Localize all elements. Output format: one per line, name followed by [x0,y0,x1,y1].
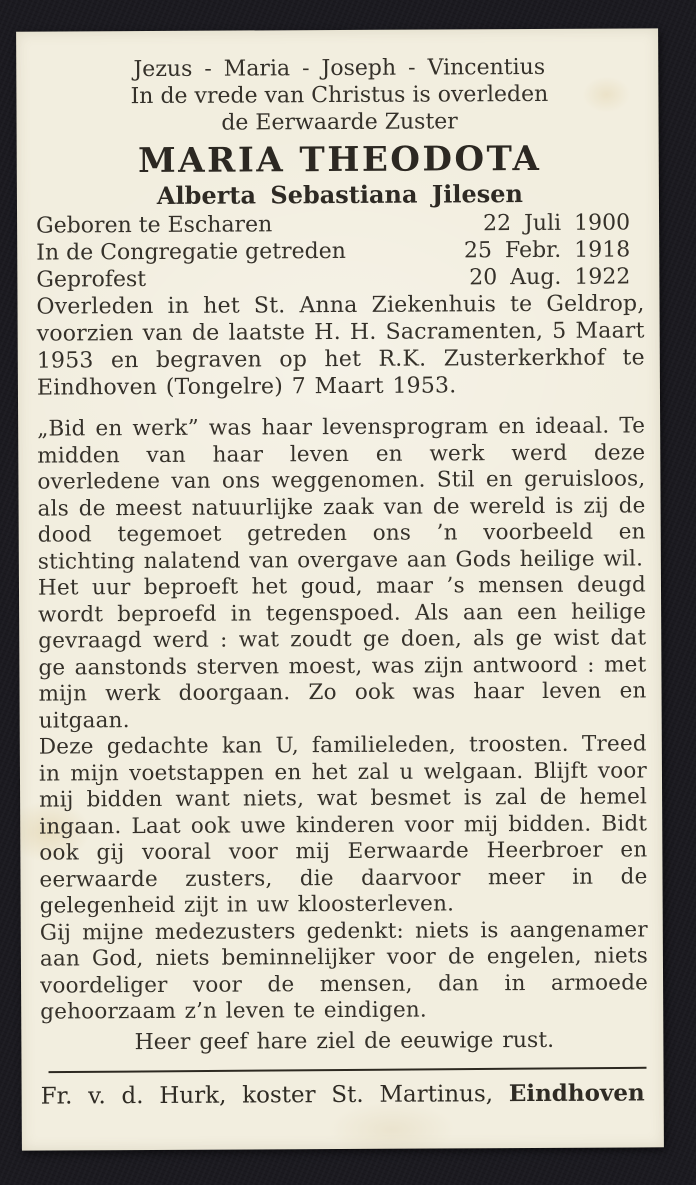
memorial-paragraph-4: Gij mijne medezusters gedenkt: niets is aangenamer aan God, niets beminnelijker voor de engelen, niets voordeliger voor de mensen, dan in armoede gehoorzaam z’n leven te eindigen. [39,916,649,1025]
life-event-row-entered [36,236,644,266]
death-notice: Overleden in het St. Anna Ziekenhuis te Geldrop, voorzien van de laatste H. H. Sacramenten, 5 Maart 1953 en begraven op het R.K. Zusterkerkhof te Eindhoven (Tongelre) 7 Maart 1953. [36,291,645,401]
invocation-line: Jezus - Maria - Joseph - Vincentius [133,54,546,83]
printer-credit [41,1078,649,1111]
birth-name: Alberta Sebastiana Jilesen [156,179,524,210]
memorial-text [37,413,648,1026]
memorial-paragraph-2: Het uur beproeft het goud, maar ’s mensen deugd wordt beproefd in tegenspoed. Als aan een heilige gevraagd werd : wat zoudt ge doen, als ge wist dat ge aanstonds sterven moest, was zijn antwoord : met mijn werk doorgaan. Zo ook was haar leven en uitgaan. [37,572,647,734]
life-event-row-born [36,209,644,239]
event-date: 22 Juli 1900 [482,210,631,237]
printer-credit-city: Eindhoven [508,1078,645,1107]
event-date: 20 Aug. 1922 [469,264,631,291]
memorial-paragraph-3: Deze gedachte kan U, familieleden, troosten. Treed in mijn voetstappen en het zal u welgaan. Blijft voor mij bidden want niets, wat besmet is zal de hemel ingaan. Laat ook uwe kinderen voor mij bidden. Bidt ook gij vooral voor mij Eerwaarde Heerbroer en eerwaarde zusters, die daarvoor meer in de gelegenheid zijt in uw kloosterleven. [38,731,648,919]
event-label: Geprofest [36,267,147,293]
memorial-paragraph-1: „Bid en werk” was haar levensprogram en ideaal. Te midden van haar leven en werk werd deze overledene van ons weggenomen. Stil en geruisloos, als de meest natuurlijke zaak van de wereld is zij de dood tegemoet getreden ons ’n voorbeeld en stichting nalatend van overgave aan Gods heilige wil. [37,413,646,575]
announcement-line: In de vrede van Christus is overleden [130,81,549,110]
life-events-list [36,209,644,293]
event-label: Geboren te Escharen [36,212,273,239]
prayer-line: Heer geef hare ziel de eeuwige rust. [134,1027,555,1055]
life-event-row-professed [36,263,644,293]
memorial-card [16,28,664,1150]
title-line: de Eerwaarde Zuster [221,109,458,136]
divider-rule [49,1066,647,1072]
event-date: 25 Febr. 1918 [463,237,631,264]
printer-credit-text: Fr. v. d. Hurk, koster St. Martinus, [40,1080,494,1110]
event-label: In de Congregatie getreden [36,238,346,266]
deceased-name: MARIA THEODOTA [138,138,542,182]
